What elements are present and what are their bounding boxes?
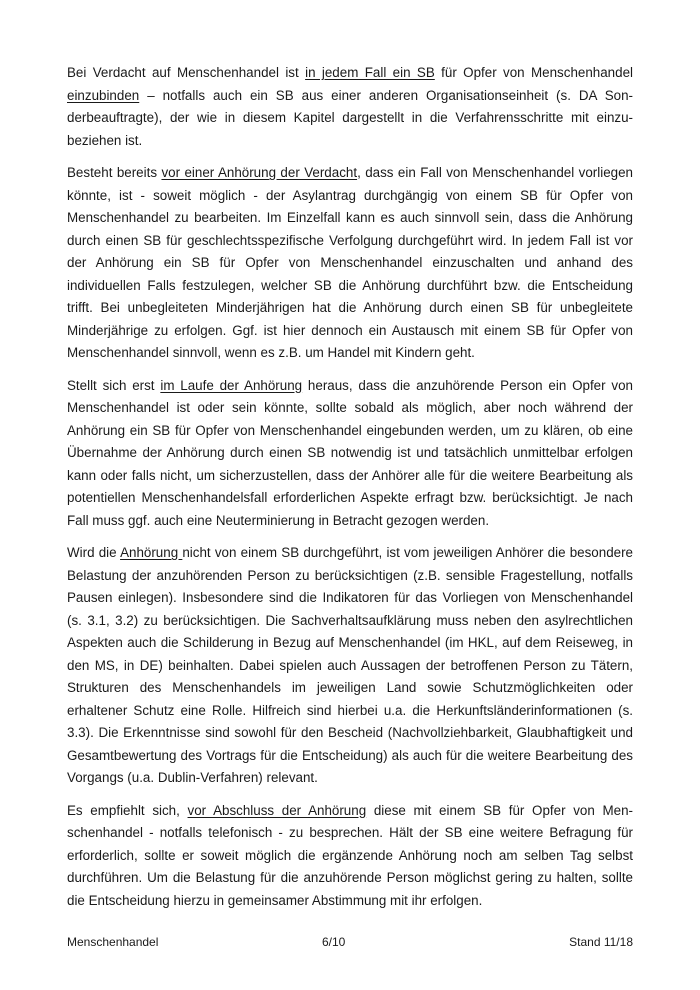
underlined-phrase: vor Abschluss der Anhörung <box>187 802 367 818</box>
underlined-phrase: im Laufe der Anhörung <box>160 377 303 393</box>
underlined-phrase: vor einer Anhörung der Verdacht <box>161 165 358 180</box>
underlined-phrase: einzubinden <box>67 87 140 103</box>
underlined-phrase: in jedem Fall ein SB <box>305 65 435 80</box>
footer-title: Menschenhandel <box>67 935 159 949</box>
page-footer <box>67 935 633 951</box>
text-segment: diese mit einem SB für Opfer von Menschenhandel - notfalls telefonisch - zu besprechen. Hält der SB eine weitere Befragung für erforderlich, sollte er soweit möglich die ergänzende Anhörung noch am selben Tag selbst durchführen. Um die Belastung für die anzuhörende Person möglichst gering zu halten, sollte die Entscheidung hierzu in gemeinsamer Abstimmung mit ihr erfolgen. <box>67 802 633 908</box>
underlined-phrase: Anhörung <box>120 545 183 560</box>
paragraph-2 <box>67 162 633 365</box>
paragraph-1 <box>67 62 633 152</box>
paragraph-3 <box>67 375 633 533</box>
text-segment: – notfalls auch ein SB aus einer anderen Organisationseinheit (s. DA Sonderbeauftragte), der wie in diesem Kapitel dargestellt in die Verfahrensschritte mit einzubeziehen ist. <box>67 87 633 148</box>
text-segment: heraus, dass die anzuhörende Person ein Opfer von Menschenhandel ist oder sein könnte, sollte sobald als möglich, aber noch während der Anhörung ein SB für Opfer von Menschenhandel eingebunden werden, um zu klären, ob eine Übernahme der Anhörung durch einen SB notwendig ist und tatsächlich unmittelbar erfolgen kann oder falls nicht, um sicherzustellen, dass der Anhörer alle für die weitere Bearbeitung als potentiellen Menschenhandelsfall erforderlichen Aspekte erfragt bzw. berücksichtigt. Je nach Fall muss ggf. auch eine Neuterminierung in Betracht gezogen werden. <box>67 377 633 528</box>
paragraph-4 <box>67 542 633 790</box>
text-segment: Besteht bereits <box>67 165 162 180</box>
document-body <box>67 62 633 922</box>
page-number: 6/10 <box>322 935 346 949</box>
paragraph-5 <box>67 800 633 913</box>
text-segment: Stellt sich erst <box>67 377 161 393</box>
text-segment: Bei Verdacht auf Menschenhandel ist <box>67 65 306 80</box>
footer-version: Stand 11/18 <box>569 935 633 949</box>
text-segment: für Opfer von Menschenhandel <box>434 65 633 80</box>
text-segment: Wird die <box>67 545 121 560</box>
text-segment: , dass ein Fall von Menschenhandel vorliegen könnte, ist - soweit möglich - der Asylantrag durchgängig von einem SB für Opfer von Menschenhandel zu bearbeiten. Im Einzelfall kann es auch sinnvoll sein, dass die Anhörung durch einen SB für geschlechtsspezifische Verfolgung durchgeführt wird. In jedem Fall ist vor der Anhörung ein SB für Opfer von Menschenhandel einzuschalten und anhand des individuellen Falls festzulegen, welcher SB die Anhörung durchführt bzw. die Entscheidung trifft. Bei unbegleiteten Minderjährigen hat die Anhörung durch einen SB für unbegleitete Minderjährige zu erfolgen. Ggf. ist hier dennoch ein Austausch mit einem SB für Opfer von Menschenhandel sinnvoll, wenn es z.B. um Handel mit Kindern geht. <box>67 165 633 360</box>
text-segment: Es empfiehlt sich, <box>67 802 188 818</box>
text-segment: nicht von einem SB durchgeführt, ist vom jeweiligen Anhörer die besondere Belastung der anzuhörenden Person zu berücksichtigen (z.B. sensible Fragestellung, notfalls Pausen einlegen). Insbesondere sind die Indikatoren für das Vorliegen von Menschenhandel (s. 3.1, 3.2) zu berücksichtigen. Die Sachverhaltsaufklärung muss neben den asylrechtlichen Aspekten auch die Schilderung in Bezug auf Menschenhandel (im HKL, auf dem Reiseweg, in den MS, in DE) beinhalten. Dabei spielen auch Aussagen der betroffenen Person zu Tätern, Strukturen des Menschenhandels im jeweiligen Land sowie Schutzmöglichkeiten oder erhaltener Schutz eine Rolle. Hilfreich sind hierbei u.a. die Herkunftsländerinformationen (s. 3.3). Die Erkenntnisse sind sowohl für den Bescheid (Nachvollziehbarkeit, Glaubhaftigkeit und Gesamtbewertung des Vortrags für die Entscheidung) als auch für die weitere Bearbeitung des Vorgangs (u.a. Dublin-Verfahren) relevant. <box>67 545 634 785</box>
